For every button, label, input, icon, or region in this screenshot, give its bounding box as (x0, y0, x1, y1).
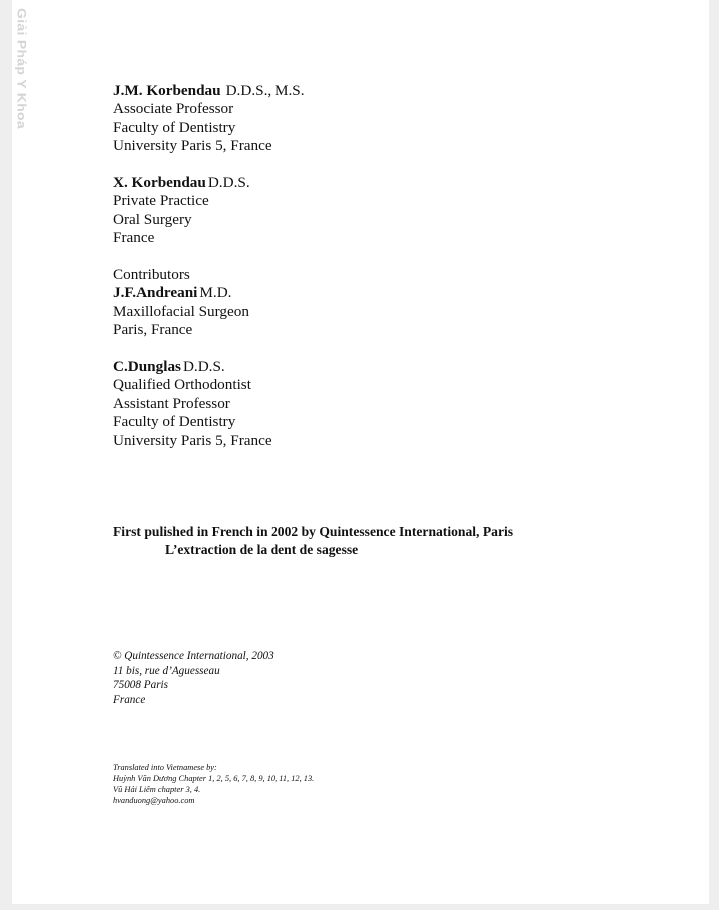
translator-line: Vũ Hải Liêm chapter 3, 4. (113, 785, 201, 794)
contributor-block-1 (113, 266, 249, 340)
author-block-2 (113, 174, 250, 248)
contributor-name-line (113, 284, 249, 302)
contributor-name: C.Dunglas (113, 358, 181, 375)
contributor-affiliation: University Paris 5, France (113, 431, 272, 449)
address-line: France (113, 693, 146, 706)
translator-email: hvanduong@yahoo.com (113, 796, 195, 805)
contributor-degree: M.D. (199, 284, 232, 302)
author-name-line (113, 82, 305, 100)
author-block-1 (113, 82, 305, 156)
translation-heading: Translated into Vietnamese by: (113, 763, 217, 772)
address-line: 11 bis, rue d’Aguesseau (113, 664, 220, 677)
contributor-degree: D.D.S. (182, 358, 225, 375)
author-affiliation: Associate Professor (113, 100, 234, 118)
original-title: L’extraction de la dent de sagesse (165, 542, 359, 557)
author-affiliation: Private Practice (113, 192, 209, 210)
contributor-affiliation: Maxillofacial Surgeon (113, 302, 249, 320)
contributor-block-2 (113, 358, 272, 450)
translator-line: Huỳnh Văn Dương Chapter 1, 2, 5, 6, 7, 8, 9, 10, 11, 12, 13. (113, 774, 315, 783)
author-affiliation: University Paris 5, France (113, 137, 272, 155)
contributor-affiliation: Qualified Orthodontist (113, 376, 251, 394)
contributor-affiliation: Paris, France (113, 321, 193, 339)
author-affiliation: Faculty of Dentistry (113, 118, 236, 136)
address-line: 75008 Paris (113, 679, 169, 692)
author-degree: D.D.S. (207, 174, 250, 191)
copyright-line: © Quintessence International, 2003 (113, 650, 274, 662)
contributor-affiliation: Faculty of Dentistry (113, 413, 236, 431)
contributor-name-line (113, 358, 272, 376)
author-affiliation: France (113, 229, 155, 247)
author-affiliation: Oral Surgery (113, 210, 192, 228)
publication-line: First pulished in French in 2002 by Quintessence International, Paris (113, 524, 514, 539)
contributor-name: J.F.Andreani (113, 284, 198, 302)
translation-credits (113, 762, 314, 806)
author-degree: D.D.S., M.S. (225, 82, 305, 99)
contributor-affiliation: Assistant Professor (113, 394, 230, 412)
contributors-heading: Contributors (113, 266, 190, 283)
author-name: X. Korbendau (113, 174, 206, 191)
copyright-block (113, 649, 274, 707)
author-name: J.M. Korbendau (113, 82, 221, 99)
watermark-text: Giải Pháp Y Khoa (15, 8, 29, 129)
author-name-line (113, 174, 250, 192)
